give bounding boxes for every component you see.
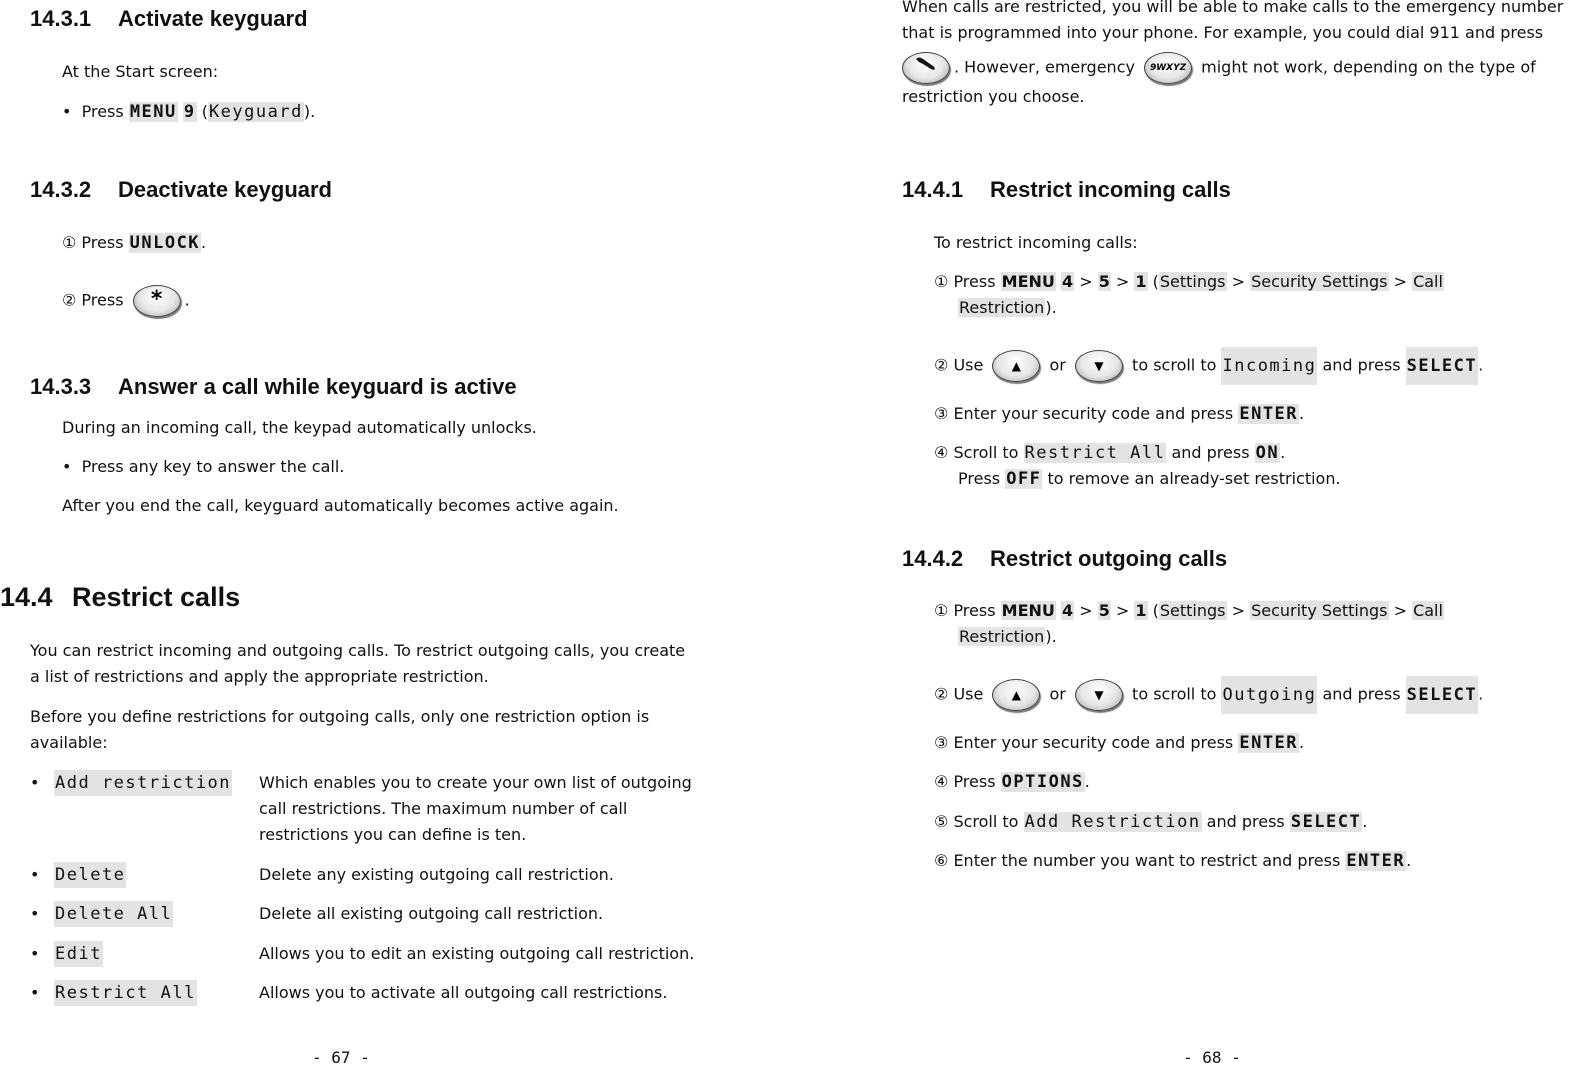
bullet-dot: • xyxy=(30,983,40,1002)
bullet-dot: • xyxy=(30,944,40,963)
section-title: Restrict outgoing calls xyxy=(990,546,1228,571)
heading-14-4-2 xyxy=(902,546,1227,572)
answer-para-1: During an incoming call, the keypad automatically unlocks. xyxy=(62,418,537,437)
section-number: 14.4.2 xyxy=(902,546,964,571)
option-label: Edit xyxy=(54,941,103,967)
heading-14-4-1 xyxy=(902,177,1231,203)
outgoing-step-6: ⑥ Enter the number you want to restrict and press ENTER. xyxy=(934,851,1412,871)
option-label: Restrict All xyxy=(54,980,197,1006)
option-description: Which enables you to create your own list of outgoing call restrictions. The maximum number of call restrictions you can define is ten. xyxy=(259,773,692,844)
heading-14-4 xyxy=(0,582,240,613)
option-description: Allows you to activate all outgoing call restrictions. xyxy=(259,983,668,1002)
incoming-step-3: ③ Enter your security code and press ENTER. xyxy=(934,404,1305,424)
section-number: 14.4 xyxy=(0,582,53,612)
option-description: Delete any existing outgoing call restriction. xyxy=(259,865,614,884)
heading-14-3-3 xyxy=(30,374,517,400)
incoming-step-2: ② Use ▲ or ▼ to scroll to Incoming and press SELECT. xyxy=(934,350,1483,382)
answer-para-2: After you end the call, keyguard automatically becomes active again. xyxy=(62,496,619,515)
deactivate-step-2: ② Press * . xyxy=(62,285,190,317)
send-key-icon xyxy=(902,52,950,84)
option-label: Add restriction xyxy=(54,770,232,796)
section-title: Restrict calls xyxy=(72,582,241,612)
outgoing-step-3: ③ Enter your security code and press ENTER. xyxy=(934,733,1305,753)
right-page xyxy=(790,0,1578,1072)
star-key-icon: * xyxy=(133,285,181,317)
nine-key-label: 9 xyxy=(183,102,196,122)
bullet-dot: • xyxy=(62,102,82,121)
incoming-intro: To restrict incoming calls: xyxy=(934,233,1138,252)
up-key-icon: ▲ xyxy=(992,679,1040,711)
nine-key-icon: 9WXYZ xyxy=(1144,52,1192,84)
restrict-para-1: You can restrict incoming and outgoing calls. To restrict outgoing calls, you create a list of restrictions and apply the appropriate restriction. xyxy=(30,641,686,686)
option-label: Delete All xyxy=(54,901,173,927)
answer-bullet: • Press any key to answer the call. xyxy=(62,457,345,476)
unlock-label: UNLOCK xyxy=(129,233,201,253)
emergency-para: When calls are restricted, you will be able to make calls to the emergency number that is programmed into your phone. For example, you could dial 911 and press . However, emergency 9WXYZ might not work, depending on the type of restriction you choose. xyxy=(902,0,1564,106)
down-key-icon: ▼ xyxy=(1075,679,1123,711)
keyguard-label: Keyguard xyxy=(208,102,303,122)
intro-text: At the Start screen: xyxy=(62,62,219,81)
outgoing-step-5: ⑤ Scroll to Add Restriction and press SELECT. xyxy=(934,812,1368,832)
bullet-dot: • xyxy=(30,773,40,792)
up-key-icon: ▲ xyxy=(992,350,1040,382)
restrict-para-2: Before you define restrictions for outgoing calls, only one restriction option is available: xyxy=(30,707,650,752)
section-title: Deactivate keyguard xyxy=(118,177,332,202)
down-key-icon: ▼ xyxy=(1075,350,1123,382)
heading-14-3-2 xyxy=(30,177,332,203)
option-description: Delete all existing outgoing call restriction. xyxy=(259,904,604,923)
heading-14-3-1 xyxy=(30,6,308,32)
section-number: 14.3.2 xyxy=(30,177,92,202)
deactivate-step-1: ① Press UNLOCK. xyxy=(62,233,207,253)
outgoing-step-2: ② Use ▲ or ▼ to scroll to Outgoing and press SELECT. xyxy=(934,679,1483,711)
bullet-dot: • xyxy=(30,904,40,923)
menu-key-label: MENU xyxy=(129,102,177,122)
option-description: Allows you to edit an existing outgoing call restriction. xyxy=(259,944,695,963)
outgoing-step-1: ① Press MENU 4 > 5 > 1 (Settings > Security Settings > Call Restriction). xyxy=(934,601,1443,646)
activate-bullet: • Press MENU 9 (Keyguard). xyxy=(62,102,316,122)
section-number: 14.4.1 xyxy=(902,177,964,202)
incoming-step-4: ④ Scroll to Restrict All and press ON. Press OFF to remove an already-set restriction. xyxy=(934,443,1341,489)
bullet-dot: • xyxy=(62,457,82,476)
incoming-step-1: ① Press MENU 4 > 5 > 1 (Settings > Security Settings > Call Restriction). xyxy=(934,272,1443,317)
section-title: Restrict incoming calls xyxy=(990,177,1231,202)
page-number: - 68 - xyxy=(1183,1048,1241,1067)
section-number: 14.3.3 xyxy=(30,374,92,399)
section-title: Answer a call while keyguard is active xyxy=(118,374,517,399)
page-number: - 67 - xyxy=(312,1048,370,1067)
section-title: Activate keyguard xyxy=(118,6,308,31)
section-number: 14.3.1 xyxy=(30,6,92,31)
option-label: Delete xyxy=(54,862,126,888)
bullet-dot: • xyxy=(30,865,40,884)
outgoing-step-4: ④ Press OPTIONS. xyxy=(934,772,1090,792)
